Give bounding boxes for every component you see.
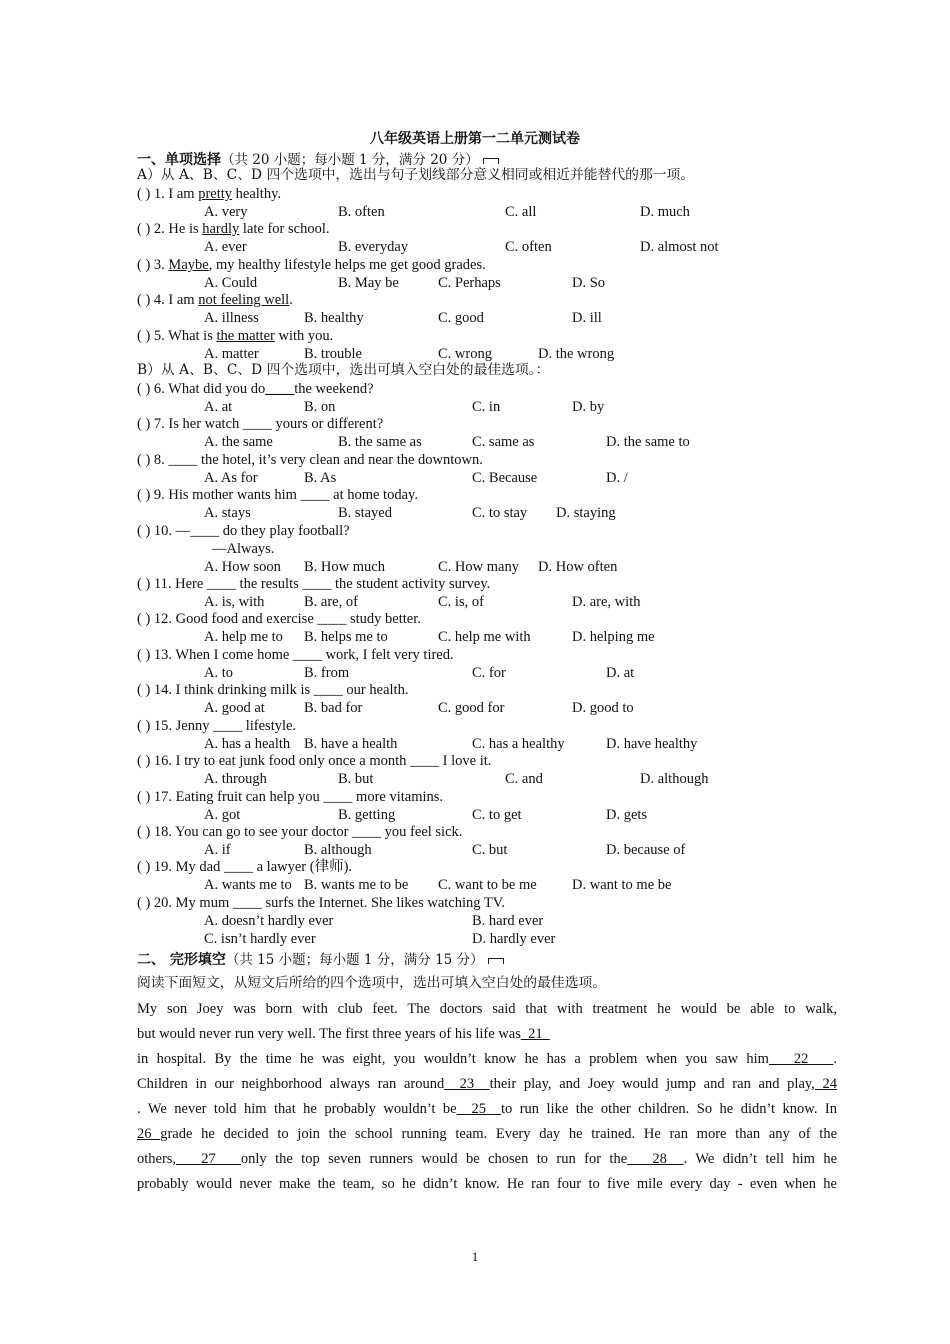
- option-A: A. illness: [204, 310, 259, 326]
- option-B: B. helps me to: [304, 629, 388, 645]
- option-B: B. As: [304, 470, 337, 486]
- question-5: [137, 327, 333, 345]
- option-D: D. good to: [572, 700, 634, 716]
- passage-text: to run like the other children. So he didn’t know. In: [500, 1101, 838, 1117]
- question-2: [137, 220, 330, 238]
- question-text: ( ) 10. —____ do they play football?: [137, 523, 350, 539]
- option-B: B. hard ever: [472, 913, 544, 929]
- page-number: 1: [471, 1249, 479, 1264]
- option-C: C. to get: [472, 807, 522, 823]
- option-A: A. very: [204, 204, 248, 220]
- option-B: B. wants me to be: [304, 877, 409, 893]
- question-text: ( ) 15. Jenny ____ lifestyle.: [137, 718, 297, 734]
- option-B: B. getting: [338, 807, 396, 823]
- option-B: B. How much: [304, 559, 385, 575]
- blank-27: 27: [201, 1151, 216, 1167]
- option-C: C. to stay: [472, 505, 528, 521]
- option-D: D. gets: [606, 807, 648, 823]
- option-A: A. has a health: [204, 736, 291, 752]
- option-B: B. but: [338, 771, 374, 787]
- question-12: [137, 610, 421, 628]
- option-C: C. all: [505, 204, 537, 220]
- option-A: A. is, with: [204, 594, 265, 610]
- edit-mark-icon: [483, 158, 499, 164]
- option-D: D. How often: [538, 559, 618, 575]
- question-text: healthy.: [232, 186, 282, 202]
- option-C: C. but: [472, 842, 508, 858]
- question-17: [137, 788, 443, 806]
- page-title: 八年级英语上册第一二单元测试卷: [370, 131, 580, 147]
- option-A: A. got: [204, 807, 241, 823]
- underlined-phrase: hardly: [202, 221, 240, 237]
- option-D: D. are, with: [572, 594, 641, 610]
- option-A: A. matter: [204, 346, 259, 362]
- question-14: [137, 681, 408, 699]
- option-B: B. although: [304, 842, 372, 858]
- question-text: late for school.: [239, 221, 330, 237]
- question-text: ( ) 6. What did you do: [137, 381, 266, 397]
- passage-text: only the top seven runners would be chosen to run for the: [240, 1151, 628, 1167]
- option-A: A. good at: [204, 700, 265, 716]
- option-B: B. May be: [338, 275, 399, 291]
- question-15: [137, 717, 296, 735]
- blank-21: 21: [528, 1026, 543, 1042]
- question-11: [137, 575, 490, 593]
- option-C: C. help me with: [438, 629, 531, 645]
- option-C: C. Because: [472, 470, 538, 486]
- passage-text: . We didn’t tell him he: [683, 1151, 838, 1167]
- option-B: B. everyday: [338, 239, 409, 255]
- passage-text: in hospital. By the time he was eight, you wouldn’t know he has a problem when you saw him: [137, 1051, 769, 1067]
- question-text: ( ) 9. His mother wants him ____ at home today.: [137, 487, 418, 503]
- passage-text: Children in our neighborhood always ran around: [137, 1076, 445, 1092]
- option-B: B. often: [338, 204, 385, 220]
- question-text: ( ) 2. He is: [137, 221, 203, 237]
- question-16: [137, 752, 491, 770]
- option-B: B. on: [304, 399, 336, 415]
- option-C: C. How many: [438, 559, 519, 575]
- option-B: B. are, of: [304, 594, 358, 610]
- option-B: B. bad for: [304, 700, 363, 716]
- question-text: ( ) 16. I try to eat junk food only once a month ____ I love it.: [137, 753, 492, 769]
- question-text: , my healthy lifestyle helps me get good grades.: [208, 257, 486, 273]
- blank-24: 24: [822, 1076, 838, 1092]
- question-text: ( ) 17. Eating fruit can help you ____ more vitamins.: [137, 789, 444, 805]
- option-A: A. the same: [204, 434, 273, 450]
- question-text: ( ) 18. You can go to see your doctor ____ you feel sick.: [137, 824, 463, 840]
- question-20: [137, 894, 505, 912]
- question-10: [137, 522, 350, 540]
- passage-line-5: [137, 1100, 837, 1118]
- option-A: A. if: [204, 842, 231, 858]
- section2-note: （共 15 小题；每小题 1 分，满分 15 分）: [225, 952, 484, 968]
- passage-line-4: [137, 1075, 837, 1093]
- option-C: C. often: [505, 239, 552, 255]
- option-D: D. /: [606, 470, 628, 486]
- question-text: ( ) 11. Here ____ the results ____ the student activity survey.: [137, 576, 491, 592]
- section1-label: 一、单项选择: [137, 152, 221, 168]
- option-B: B. from: [304, 665, 350, 681]
- question-text: with you.: [274, 328, 334, 344]
- part-a-instruction: A）从 A、B、C、D 四个选项中，选出与句子划线部分意义相同或相近并能替代的那一项。: [137, 167, 695, 183]
- passage-text: . We never told him that he probably wouldn’t be: [137, 1101, 457, 1117]
- option-C: C. isn’t hardly ever: [204, 931, 316, 947]
- section2-label: 二、 完形填空: [137, 952, 226, 968]
- option-C: C. good for: [438, 700, 505, 716]
- question-text: ( ) 3.: [137, 257, 169, 273]
- option-D: D. want to me be: [572, 877, 672, 893]
- option-A: A. ever: [204, 239, 247, 255]
- option-D: D. So: [572, 275, 606, 291]
- option-A: A. How soon: [204, 559, 281, 575]
- part-b-instruction: B）从 A、B、C、D 四个选项中，选出可填入空白处的最佳选项。：: [137, 362, 550, 378]
- question-19: [137, 858, 352, 876]
- option-A: A. As for: [204, 470, 258, 486]
- option-D: D. almost not: [640, 239, 719, 255]
- option-D: D. much: [640, 204, 690, 220]
- passage-text: but would never run very well. The first three years of his life was: [137, 1026, 521, 1042]
- option-C: C. in: [472, 399, 501, 415]
- option-B: B. the same as: [338, 434, 422, 450]
- question-text: ( ) 8. ____ the hotel, it’s very clean and near the downtown.: [137, 452, 483, 468]
- option-C: C. is, of: [438, 594, 484, 610]
- option-D: D. the same to: [606, 434, 690, 450]
- question-8: [137, 451, 483, 469]
- question-7: [137, 415, 383, 433]
- question-1: [137, 185, 281, 203]
- option-D: D. at: [606, 665, 635, 681]
- section1-note: （共 20 小题；每小题 1 分，满分 20 分）: [221, 152, 479, 168]
- option-C: C. has a healthy: [472, 736, 565, 752]
- option-A: A. at: [204, 399, 233, 415]
- option-A: A. doesn’t hardly ever: [204, 913, 334, 929]
- question-13: [137, 646, 454, 664]
- passage-text: their play, and Joey would jump and ran and play,: [489, 1076, 815, 1092]
- question-text: ( ) 12. Good food and exercise ____ study better.: [137, 611, 421, 627]
- blank-23: 23: [459, 1076, 475, 1092]
- question-subline: —Always.: [212, 541, 275, 557]
- option-D: D. ill: [572, 310, 602, 326]
- option-A: A. stays: [204, 505, 251, 521]
- question-6: [137, 380, 374, 398]
- passage-text: grade he decided to join the school running team. Every day he trained. He ran more than any of the: [160, 1126, 838, 1142]
- question-text: ( ) 13. When I come home ____ work, I felt very tired.: [137, 647, 454, 663]
- question-18: [137, 823, 462, 841]
- option-C: C. good: [438, 310, 484, 326]
- option-C: C. Perhaps: [438, 275, 501, 291]
- option-A: A. to: [204, 665, 233, 681]
- option-D: D. have healthy: [606, 736, 698, 752]
- passage-line-1: My son Joey was born with club feet. The doctors said that with treatment he would be able to walk,: [137, 1001, 837, 1017]
- option-C: C. want to be me: [438, 877, 537, 893]
- passage-line-6: [137, 1125, 837, 1143]
- option-D: D. by: [572, 399, 605, 415]
- option-C: C. wrong: [438, 346, 492, 362]
- underlined-phrase: the matter: [216, 328, 275, 344]
- option-C: C. and: [505, 771, 543, 787]
- option-B: B. healthy: [304, 310, 364, 326]
- question-4: [137, 291, 293, 309]
- question-text: ( ) 14. I think drinking milk is ____ our health.: [137, 682, 409, 698]
- option-B: B. have a health: [304, 736, 398, 752]
- passage-line-8: probably would never make the team, so he didn’t know. He ran four to five mile every day - even when he: [137, 1176, 837, 1192]
- underlined-phrase: Maybe: [168, 257, 209, 273]
- blank-25: 25: [471, 1101, 487, 1117]
- question-text: ( ) 19. My dad ____ a lawyer (律师).: [137, 859, 353, 875]
- question-3: [137, 256, 486, 274]
- edit-mark-icon: [488, 958, 504, 964]
- underlined-phrase: pretty: [198, 186, 233, 202]
- option-C: C. for: [472, 665, 506, 681]
- option-D: D. the wrong: [538, 346, 615, 362]
- option-B: B. stayed: [338, 505, 392, 521]
- blank-22: 22: [793, 1051, 809, 1067]
- blank-26: 26: [137, 1126, 152, 1142]
- option-D: D. staying: [556, 505, 616, 521]
- section2-instruction: 阅读下面短文，从短文后所给的四个选项中，选出可填入空白处的最佳选项。: [137, 975, 607, 991]
- option-A: A. through: [204, 771, 267, 787]
- option-A: A. Could: [204, 275, 258, 291]
- passage-line-2: [137, 1025, 837, 1043]
- underlined-phrase: ____: [265, 381, 295, 397]
- passage-text: others,: [137, 1151, 177, 1167]
- question-text: the weekend?: [294, 381, 374, 397]
- question-text: ( ) 5. What is: [137, 328, 217, 344]
- question-text: ( ) 20. My mum ____ surfs the Internet. She likes watching TV.: [137, 895, 505, 911]
- question-text: ( ) 4. I am: [137, 292, 199, 308]
- question-9: [137, 486, 418, 504]
- passage-line-3: in hospital. By the time he was eight, you wouldn’t know he has a problem when you saw him 22 .: [137, 1051, 838, 1067]
- option-B: B. trouble: [304, 346, 362, 362]
- option-D: D. helping me: [572, 629, 655, 645]
- option-D: D. because of: [606, 842, 686, 858]
- option-A: A. help me to: [204, 629, 283, 645]
- blank-28: 28: [652, 1151, 667, 1167]
- option-D: D. hardly ever: [472, 931, 556, 947]
- section2-heading: [137, 948, 504, 969]
- question-text: ( ) 1. I am: [137, 186, 199, 202]
- underlined-phrase: not feeling well: [198, 292, 290, 308]
- option-A: A. wants me to: [204, 877, 292, 893]
- option-C: C. same as: [472, 434, 535, 450]
- option-D: D. although: [640, 771, 709, 787]
- question-text: ( ) 7. Is her watch ____ yours or different?: [137, 416, 384, 432]
- passage-line-7: [137, 1150, 837, 1168]
- question-text: .: [289, 292, 293, 308]
